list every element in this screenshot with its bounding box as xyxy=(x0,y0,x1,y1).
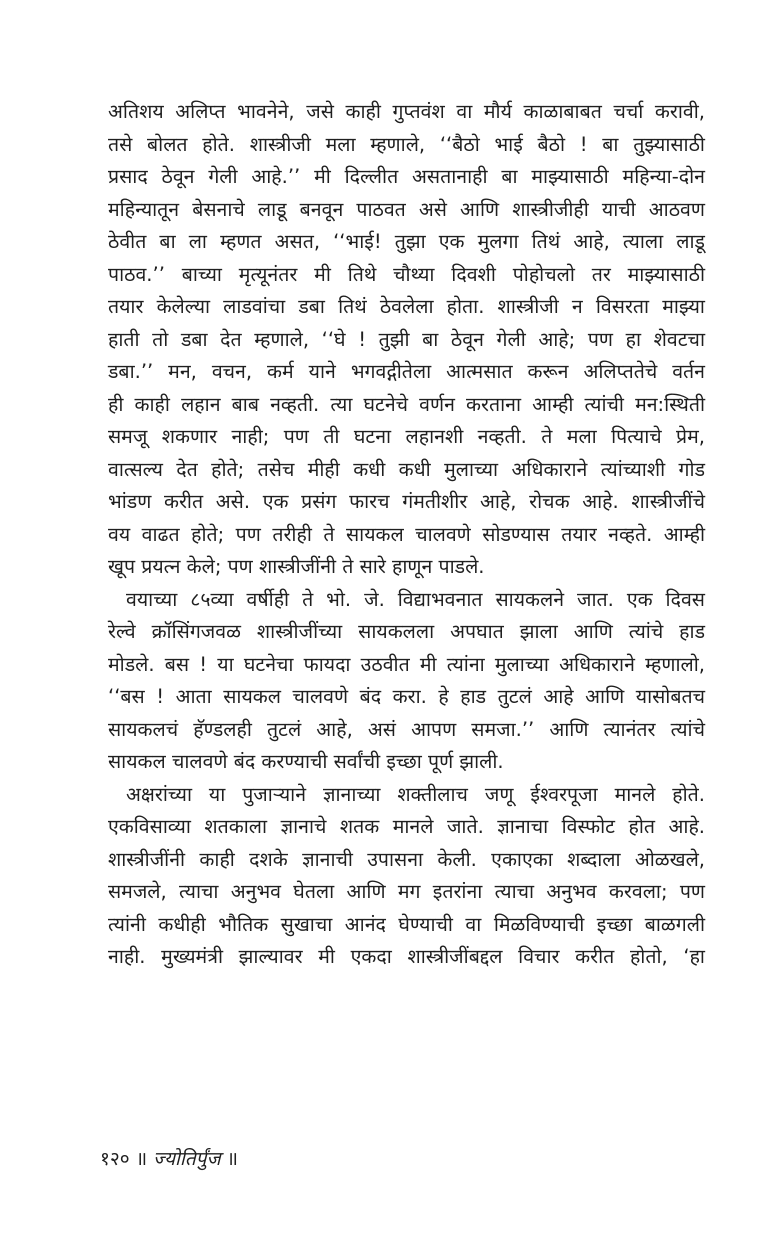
body-line-6: पाठव.’’ बाच्या मृत्यूनंतर मी तिथे चौथ्या दिवशी पोहोचलो तर माझ्यासाठी xyxy=(108,262,705,286)
body-line-26: त्यांनी कधीही भौतिक सुखाचा आनंद घेण्याची वा मिळविण्याची इच्छा बाळगली xyxy=(108,912,705,936)
body-line-25: समजले, त्याचा अनुभव घेतला आणि मग इतरांना त्याचा अनुभव करवला; पण xyxy=(108,880,705,903)
body-line-20: सायकलचं हॅण्डलही तुटलं आहे, असं आपण समजा.’’ आणि त्यानंतर त्यांचे xyxy=(108,717,705,741)
body-line-3: प्रसाद ठेवून गेली आहे.’’ मी दिल्लीत असतानाही बा माझ्यासाठी महिन्या-दोन xyxy=(108,165,705,188)
body-line-24: शास्त्रीजींनी काही दशके ज्ञानाची उपासना केली. एकाएका शब्दाला ओळखले, xyxy=(108,847,705,871)
footer-separator-close: ॥ xyxy=(226,1148,239,1170)
body-line-11: समजू शकणार नाही; पण ती घटना लहानशी नव्हती. ते मला पित्याचे प्रेम, xyxy=(108,425,705,448)
body-line-12: वात्सल्य देत होते; तसेच मीही कधी कधी मुलाच्या अधिकाराने त्यांच्याशी गोड xyxy=(108,457,705,481)
book-title: ज्योतिर्पुंज xyxy=(153,1148,221,1170)
body-line-9: डबा.’’ मन, वचन, कर्म याने भगवद्गीतेला आत्मसात करून अलिप्ततेचे वर्तन xyxy=(108,360,705,383)
page-number: १२० xyxy=(100,1148,130,1170)
body-line-22: अक्षरांच्या या पुजाऱ्याने ज्ञानाच्या शक्तीलाच जणू ईश्वरपूजा मानले होते. xyxy=(126,782,705,806)
body-line-18: मोडले. बस ! या घटनेचा फायदा उठवीत मी त्यांना मुलाच्या अधिकाराने म्हणालो, xyxy=(108,652,705,676)
body-line-5: ठेवीत बा ला म्हणत असत, ‘‘भाई! तुझा एक मुलगा तिथं आहे, त्याला लाडू xyxy=(108,230,705,253)
body-line-16: वयाच्या ८५व्या वर्षीही ते भो. जे. विद्याभवनात सायकलने जात. एक दिवस xyxy=(126,587,705,611)
body-line-15: खूप प्रयत्न केले; पण शास्त्रीजींनी ते सारे हाणून पाडले. xyxy=(108,555,485,578)
body-line-2: तसे बोलत होते. शास्त्रीजी मला म्हणाले, ‘‘बैठो भाई बैठो ! बा तुझ्यासाठी xyxy=(108,132,705,156)
body-line-4: महिन्यातून बेसनाचे लाडू बनवून पाठवत असे आणि शास्त्रीजीही याची आठवण xyxy=(108,197,705,221)
body-text xyxy=(108,96,705,974)
body-line-17: रेल्वे क्रॉसिंगजवळ शास्त्रीजींच्या सायकलला अपघात झाला आणि त्यांचे हाड xyxy=(108,620,705,643)
body-line-27: नाही. मुख्यमंत्री झाल्यावर मी एकदा शास्त्रीजींबद्दल विचार करीत होतो, ‘हा xyxy=(108,945,705,968)
body-line-19: ‘‘बस ! आता सायकल चालवणे बंद करा. हे हाड तुटलं आहे आणि यासोबतच xyxy=(108,685,705,708)
body-line-1: अतिशय अलिप्त भावनेने, जसे काही गुप्तवंश वा मौर्य काळाबाबत चर्चा करावी, xyxy=(108,100,705,123)
body-line-14: वय वाढत होते; पण तरीही ते सायकल चालवणे सोडण्यास तयार नव्हते. आम्ही xyxy=(108,522,705,546)
footer-separator-open: ॥ xyxy=(135,1148,148,1170)
body-line-10: ही काही लहान बाब नव्हती. त्या घटनेचे वर्णन करताना आम्ही त्यांची मन:स्थिती xyxy=(108,392,705,416)
body-line-23: एकविसाव्या शतकाला ज्ञानाचे शतक मानले जाते. ज्ञानाचा विस्फोट होत आहे. xyxy=(108,815,705,838)
body-line-7: तयार केलेल्या लाडवांचा डबा तिथं ठेवलेला होता. शास्त्रीजी न विसरता माझ्या xyxy=(108,295,705,318)
body-line-21: सायकल चालवणे बंद करण्याची सर्वांची इच्छा पूर्ण झाली. xyxy=(108,750,504,773)
body-line-13: भांडण करीत असे. एक प्रसंग फारच गंमतीशीर आहे, रोचक आहे. शास्त्रीजींचे xyxy=(108,490,705,513)
page-footer xyxy=(100,1145,238,1171)
body-line-8: हाती तो डबा देत म्हणाले, ‘‘घे ! तुझी बा ठेवून गेली आहे; पण हा शेवटचा xyxy=(108,327,705,351)
